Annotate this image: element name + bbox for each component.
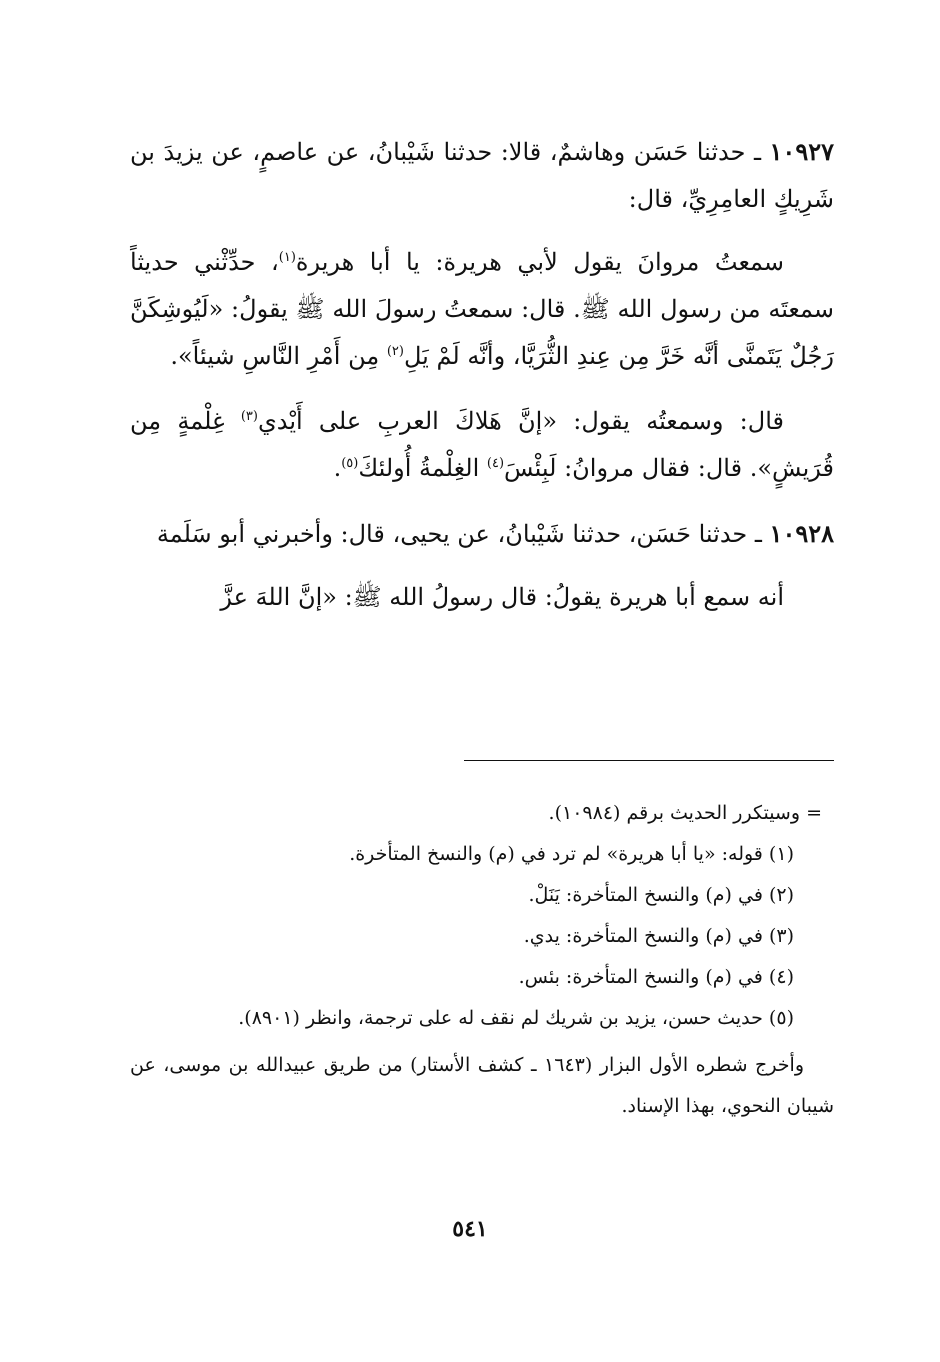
footnote-5: (٥) حديث حسن، يزيد بن شريك لم نقف له على ترجمة، وانظر (٨٩٠١). xyxy=(238,1007,794,1029)
hadith-number: ١٠٩٢٨ xyxy=(769,519,834,548)
main-text xyxy=(130,128,834,639)
footnote-marker-4[interactable]: (٤) xyxy=(486,456,505,471)
footnote-4: (٤) في (م) والنسخ المتأخرة: بئس. xyxy=(518,966,794,988)
page-number: ٥٤١ xyxy=(452,1216,488,1242)
footnote-marker-5[interactable]: (٥) xyxy=(341,456,359,471)
hadith-10927-matn: سمعتُ مروانَ يقول لأبي هريرة: يا أبا هريرة$^{(١)}$، حدِّثْني حديثاً سمعتَه من رسول الله ﷺ. قال: سمعتُ رسولَ الله ﷺ يقولُ: «لَيُوشِكَنَّ رَجُلٌ يَتَمنَّى أنَّه خَرَّ مِن عِندِ الثُّرَيَّا، وأنَّه لَمْ يَلِ$^{(٢)}$ مِن أَمْرِ النَّاسِ شيئاً». xyxy=(130,248,834,370)
hadith-10927-second-paragraph: قال: وسمعتُه يقول: «إنَّ هَلاكَ العربِ على أَيْدي$^{(٣)}$ غِلْمةٍ مِن قُرَيشٍ». قال: فقال مروانُ: لَبِئْسَ$^{(٤)}$ الغِلْمةُ أُولئكَ$^{(٥)}$. xyxy=(130,407,834,482)
footnote-3: (٣) في (م) والنسخ المتأخرة: يدي. xyxy=(523,925,794,947)
footnotes-section xyxy=(130,793,834,1127)
footnote-2: (٢) في (م) والنسخ المتأخرة: يَنَلْ. xyxy=(528,884,794,906)
isnad-text: ـ حدثنا حَسَن، حدثنا شَيْبانُ، عن يحيى، قال: وأخبرني أبو سَلَمة xyxy=(156,520,762,548)
footnote-1: (١) قوله: «يا أبا هريرة» لم ترد في (م) والنسخ المتأخرة. xyxy=(349,843,794,865)
footnote-takhrij: وأخرج شطره الأول البزار (١٦٤٣ ـ كشف الأستار) من طريق عبيدالله بن موسى، عن شيبان النحوي، بهذا الإسناد. xyxy=(130,1054,834,1117)
footnote-marker-2[interactable]: (٢) xyxy=(386,344,404,359)
hadith-10928-isnad xyxy=(130,510,834,558)
footnote-marker-3[interactable]: (٣) xyxy=(240,409,258,424)
hadith-10927-isnad xyxy=(130,128,834,223)
footnote-divider xyxy=(464,760,834,761)
footnote-marker-1[interactable]: (١) xyxy=(278,250,296,265)
isnad-text: ـ حدثنا حَسَن وهاشمٌ، قالا: حدثنا شَيْبانُ، عن عاصمٍ، عن يزيدَ بن شَرِيكٍ العامِرِيِّ، قال: xyxy=(130,138,834,213)
hadith-10928-matn: أنه سمع أبا هريرة يقولُ: قال رسولُ الله ﷺ: «إنَّ اللهَ عزَّ xyxy=(220,583,784,611)
hadith-number: ١٠٩٢٧ xyxy=(769,137,834,166)
footnote-continuation: = وسيتكرر الحديث برقم (١٠٩٨٤). xyxy=(548,802,822,824)
